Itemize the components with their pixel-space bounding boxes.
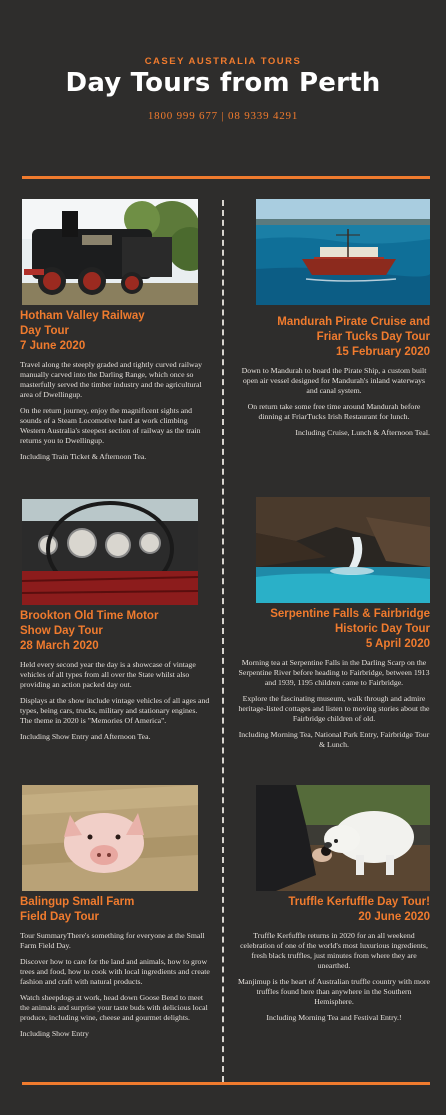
- waterfall-photo: [256, 497, 430, 603]
- tour-card-mandurah-pirate: [238, 199, 430, 438]
- tour-paragraph: Tour SummaryThere's something for everyone at the Small Farm Field Day.: [20, 931, 205, 950]
- tour-description: [238, 658, 430, 750]
- vintage-car-dashboard-photo: [22, 499, 198, 605]
- bottom-divider: [22, 1082, 430, 1085]
- tour-description: [238, 931, 430, 1023]
- tour-inclusions: Including Show Entry and Afternoon Tea.: [20, 732, 151, 741]
- phone-numbers[interactable]: 1800 999 677 | 08 9339 4291: [147, 110, 299, 122]
- tour-title: Mandurah Pirate Cruise and Friar Tucks Day Tour 15 February 2020: [277, 316, 430, 358]
- tour-card-balingup-farm: [20, 785, 210, 1039]
- tour-card-hotham-valley: [20, 199, 210, 462]
- pirate-ship-photo: [256, 199, 430, 305]
- tour-description: [238, 366, 430, 438]
- tour-card-serpentine-falls: [238, 497, 430, 750]
- tour-card-brookton-motor-show: [20, 499, 210, 742]
- tour-description: [20, 660, 210, 742]
- top-divider: [22, 176, 430, 179]
- tour-title: Truffle Kerfuffle Day Tour! 20 June 2020: [288, 896, 430, 923]
- brand-name: CASEY AUSTRALIA TOURS: [144, 56, 302, 67]
- tour-paragraph: Displays at the show include vintage vehicles of all ages and types, being cars, trucks, military and stationary engines. The theme in 2020 is "Memories Of America".: [20, 696, 210, 725]
- tour-paragraph: On the return journey, enjoy the magnificent sights and sounds of a Steam Locomotive hard at work climbing Western Australia's steepest section of railway as the train returns you to Dwellingup.: [20, 406, 201, 445]
- page-title: Day Tours from Perth: [65, 68, 381, 98]
- tour-paragraph: Discover how to care for the land and animals, how to grow trees and food, how to cook with local ingredients and create fashion and craft with natural products.: [20, 957, 210, 986]
- tour-paragraph: Truffle Kerfuffle returns in 2020 for an all weekend celebration of one of the world's most luxurious ingredients, fresh black truffles, just minutes from where they are unearthed.: [240, 931, 428, 970]
- center-dashed-divider: [222, 200, 224, 1082]
- tour-paragraph: Explore the fascinating museum, walk through and admire heritage-listed cottages and listen to moving stories about the Fairbridge children of old.: [238, 694, 430, 723]
- tour-title: Balingup Small Farm Field Day Tour: [20, 896, 135, 923]
- tour-card-truffle-kerfuffle: [238, 785, 430, 1023]
- tour-paragraph: Down to Mandurah to board the Pirate Ship, a custom built open air vessel designed for Mandurah's inland waterways and canal system.: [241, 366, 427, 395]
- truffle-dog-photo: [256, 785, 430, 891]
- steam-locomotive-photo: [22, 199, 198, 305]
- piglet-photo: [22, 785, 198, 891]
- tour-inclusions: Including Cruise, Lunch & Afternoon Teal.: [295, 428, 430, 437]
- tour-paragraph: Held every second year the day is a showcase of vintage vehicles of all types from all over the State whilst also providing an action packed day out.: [20, 660, 196, 689]
- tour-paragraph: Morning tea at Serpentine Falls in the Darling Scarp on the Serpentine River before heading to Fairbridge, between 1913 and 1939, 1195 children came to Fairbridge.: [238, 658, 430, 687]
- tour-paragraph: Manjimup is the heart of Australian truffle country with more truffles found here than anywhere in the Southern Hemisphere.: [238, 977, 430, 1006]
- tour-inclusions: Including Morning Tea and Festival Entry.!: [266, 1013, 402, 1022]
- tour-paragraph: On return take some free time around Mandurah before dinning at FriarTucks Irish Restaurant for lunch.: [247, 402, 421, 421]
- tour-title: Serpentine Falls & Fairbridge Historic Day Tour 5 April 2020: [270, 608, 430, 650]
- tour-inclusions: Including Show Entry: [20, 1029, 89, 1038]
- tour-description: [20, 360, 210, 462]
- tour-paragraph: Travel along the steeply graded and tightly curved railway manually carved into the Darling Range, which once so masterfully served the timber industry and the agricultural area of Dwellingup.: [20, 360, 203, 399]
- tour-title: Brookton Old Time Motor Show Day Tour 28 March 2020: [20, 610, 159, 652]
- tour-paragraph: Watch sheepdogs at work, head down Goose Bend to meet the animals and surprise your taste buds with delicious local produce, including wine, cheese and gourmet delights.: [20, 993, 208, 1022]
- tour-title: Hotham Valley Railway Day Tour 7 June 2020: [20, 310, 145, 352]
- tour-description: [20, 931, 210, 1039]
- tour-inclusions: Including Morning Tea, National Park Entry, Fairbridge Tour & Lunch.: [238, 730, 430, 749]
- tour-inclusions: Including Train Ticket & Afternoon Tea.: [20, 452, 147, 461]
